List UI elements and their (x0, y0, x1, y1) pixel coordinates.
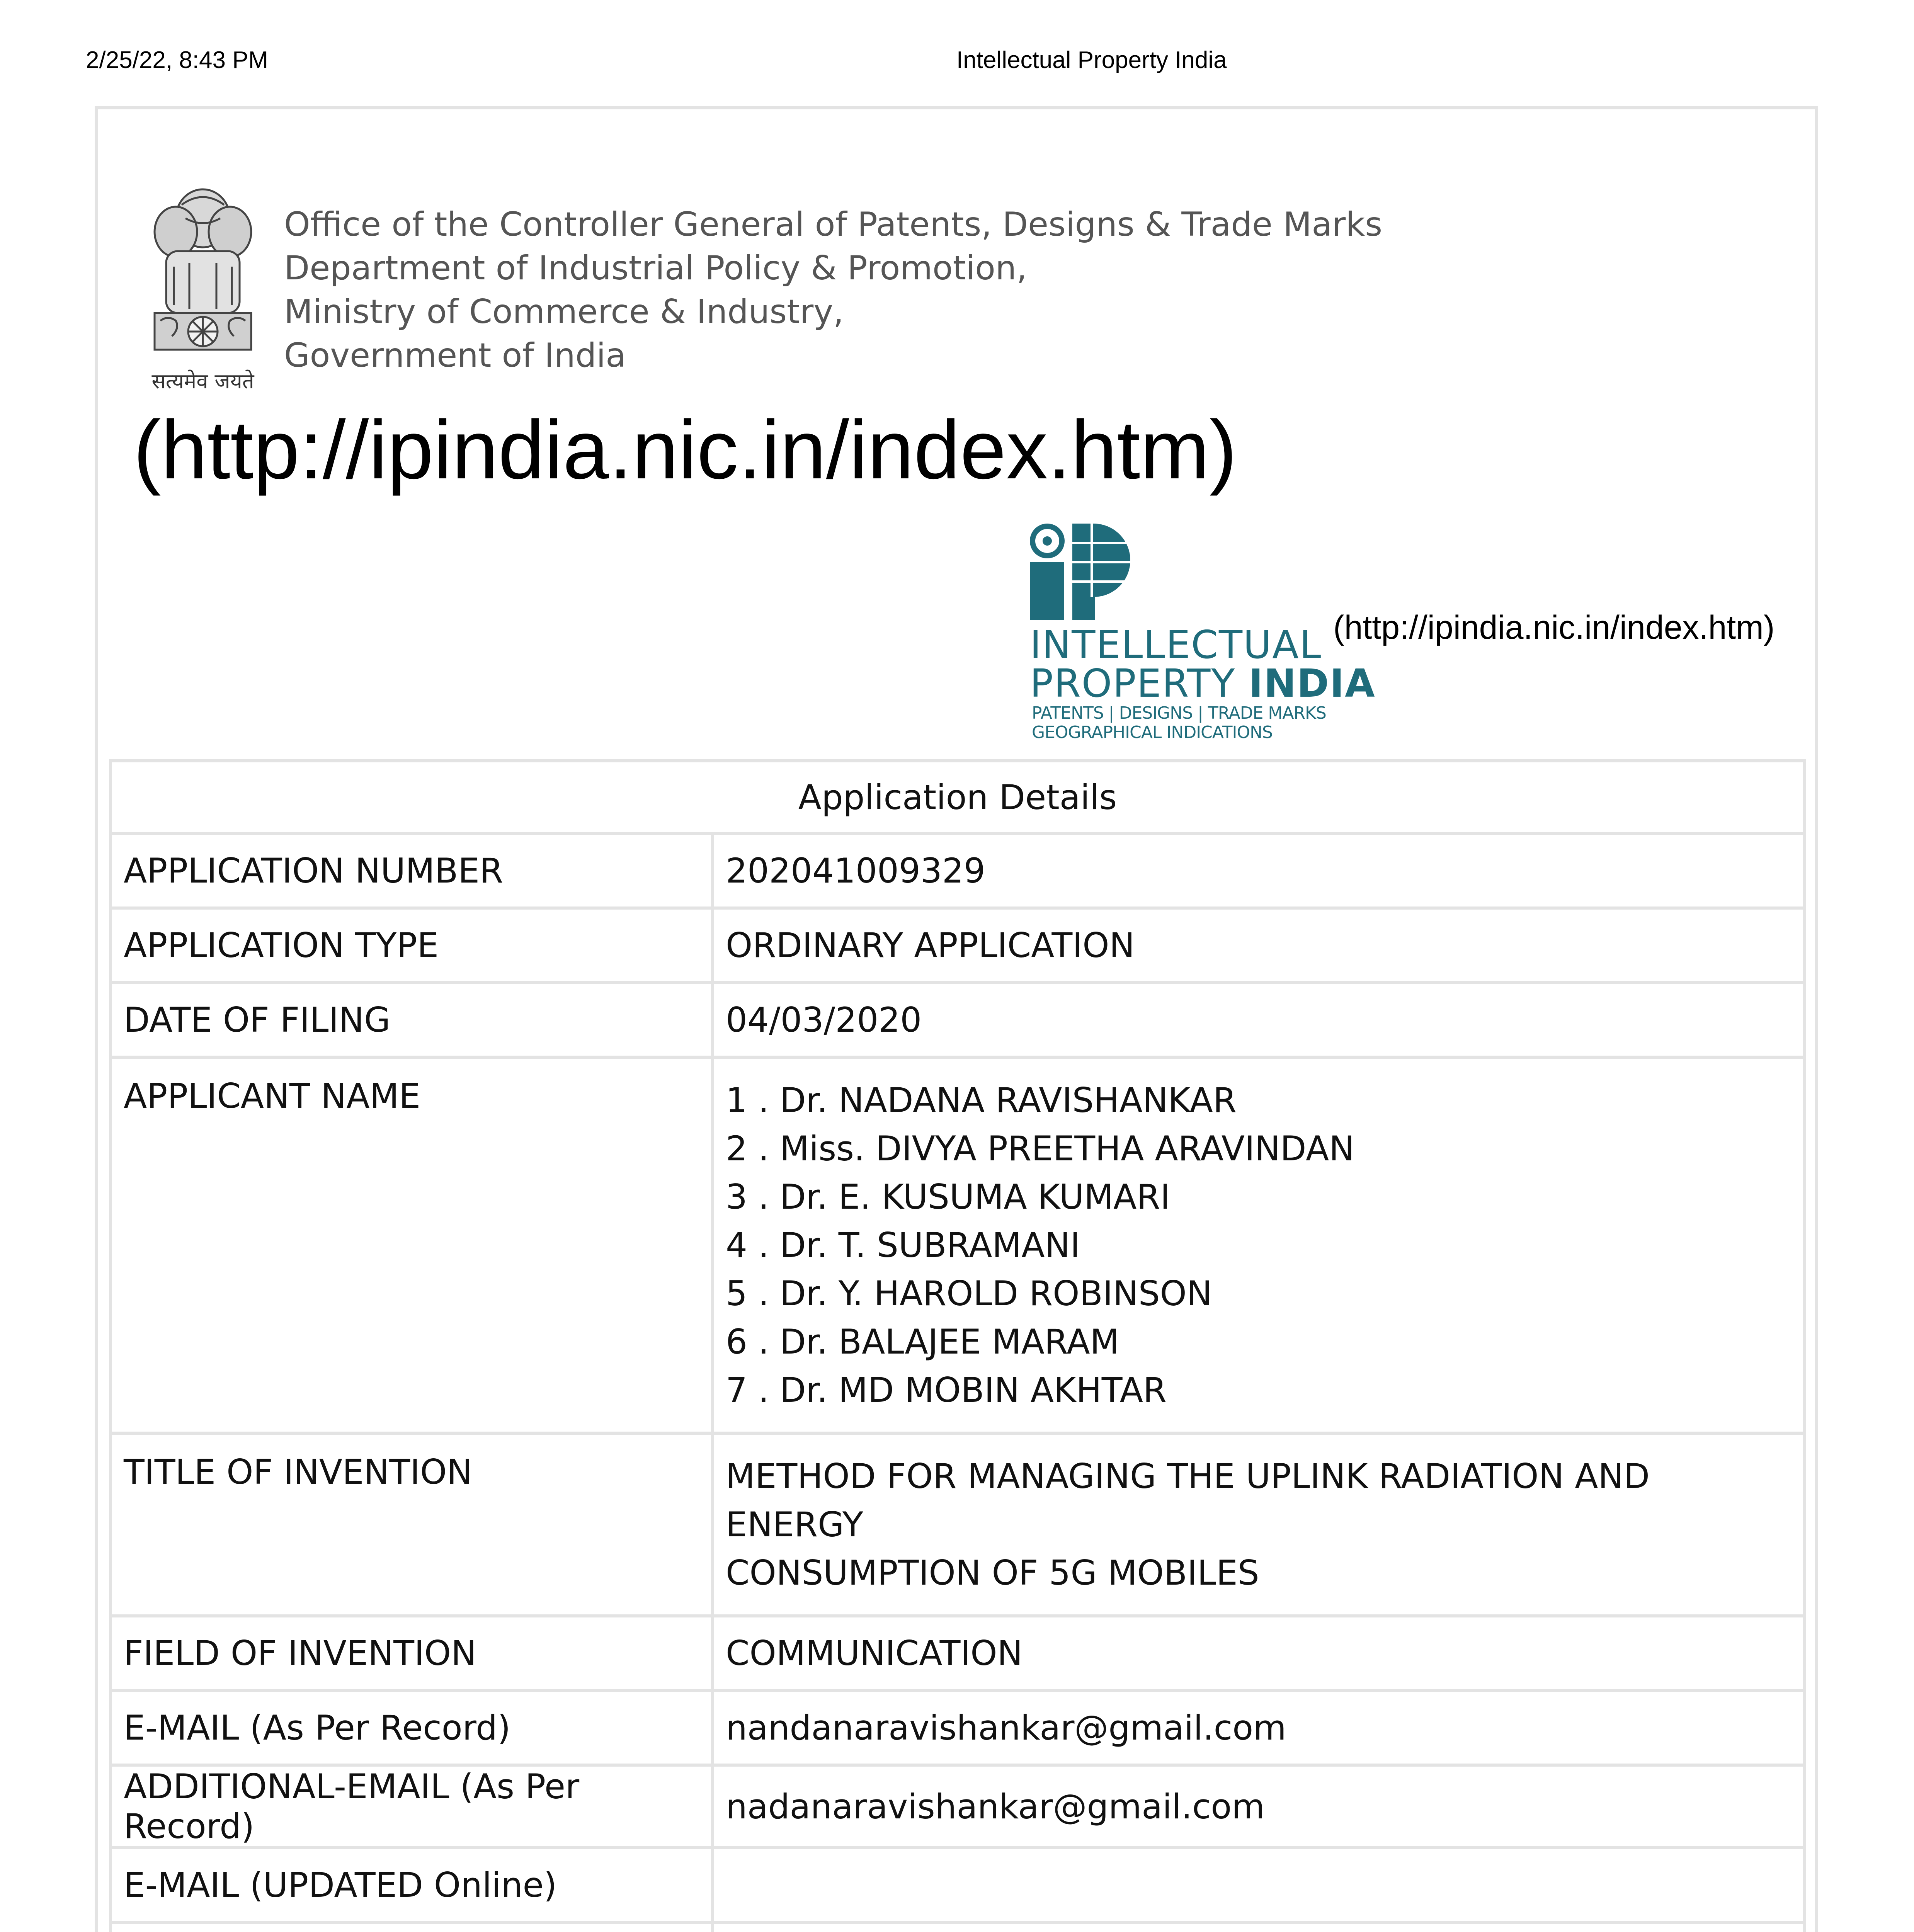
logo-subtext-gi: GEOGRAPHICAL INDICATIONS (1032, 723, 1273, 742)
national-emblem-icon (139, 182, 267, 398)
value-email-updated (713, 1848, 1805, 1922)
title-line-1: METHOD FOR MANAGING THE UPLINK RADIATION AND ENERGY (726, 1456, 1650, 1544)
table-row (111, 1057, 1805, 1433)
table-row (111, 983, 1805, 1057)
value-priority-date (713, 1922, 1805, 1932)
label-title-of-invention: TITLE OF INVENTION (111, 1433, 713, 1616)
home-link-large[interactable]: (http://ipindia.nic.in/index.htm) (133, 403, 1237, 496)
org-line-government: Government of India (284, 336, 626, 375)
label-additional-email: ADDITIONAL-EMAIL (As Per Record) (111, 1765, 713, 1848)
table-row (111, 908, 1805, 983)
emblem-motto: सत्यमेव जयते (151, 369, 254, 393)
value-field-of-invention: COMMUNICATION (713, 1616, 1805, 1690)
org-line-office: Office of the Controller General of Patents, Designs & Trade Marks (284, 205, 1383, 244)
applicant-item: 2 . Miss. DIVYA PREETHA ARAVINDAN (726, 1129, 1355, 1168)
label-application-number: APPLICATION NUMBER (111, 833, 713, 908)
applicant-item: 3 . Dr. E. KUSUMA KUMARI (726, 1177, 1171, 1217)
application-details-table (109, 759, 1806, 1932)
label-applicant-name: APPLICANT NAME (111, 1057, 713, 1433)
value-applicant-names (713, 1057, 1805, 1433)
label-email-updated: E-MAIL (UPDATED Online) (111, 1848, 713, 1922)
value-additional-email: nadanaravishankar@gmail.com (713, 1765, 1805, 1848)
applicant-item: 6 . Dr. BALAJEE MARAM (726, 1322, 1119, 1362)
print-datetime: 2/25/22, 8:43 PM (86, 47, 269, 73)
value-date-of-filing: 04/03/2020 (713, 983, 1805, 1057)
applicant-item: 1 . Dr. NADANA RAVISHANKAR (726, 1080, 1237, 1120)
table-row (111, 1922, 1805, 1932)
applicant-item: 4 . Dr. T. SUBRAMANI (726, 1225, 1080, 1265)
label-date-of-filing: DATE OF FILING (111, 983, 713, 1057)
application-details-caption: Application Details (111, 761, 1805, 833)
label-field-of-invention: FIELD OF INVENTION (111, 1616, 713, 1690)
value-application-number: 202041009329 (713, 833, 1805, 908)
table-row (111, 1690, 1805, 1765)
label-email-record: E-MAIL (As Per Record) (111, 1690, 713, 1765)
label-application-type: APPLICATION TYPE (111, 908, 713, 983)
org-lines (284, 203, 1382, 378)
value-application-type: ORDINARY APPLICATION (713, 908, 1805, 983)
home-link-small[interactable]: (http://ipindia.nic.in/index.htm) (1333, 609, 1775, 646)
applicant-item: 7 . Dr. MD MOBIN AKHTAR (726, 1370, 1167, 1410)
org-line-department: Department of Industrial Policy & Promotion, (284, 249, 1027, 287)
logo-text-intellectual: INTELLECTUAL (1030, 622, 1322, 667)
applicant-item: 5 . Dr. Y. HAROLD ROBINSON (726, 1274, 1212, 1313)
table-row (111, 1433, 1805, 1616)
value-email-record: nandanaravishankar@gmail.com (713, 1690, 1805, 1765)
table-row (111, 1848, 1805, 1922)
table-row (111, 1765, 1805, 1848)
logo-text-property-india: PROPERTY INDIA (1030, 661, 1376, 706)
table-row (111, 1616, 1805, 1690)
table-row (111, 833, 1805, 908)
label-priority-date (111, 1922, 713, 1932)
logo-subtext-patents: PATENTS | DESIGNS | TRADE MARKS (1032, 703, 1326, 723)
print-page-title: Intellectual Property India (956, 47, 1227, 73)
title-line-2: CONSUMPTION OF 5G MOBILES (726, 1553, 1259, 1593)
org-line-ministry: Ministry of Commerce & Industry, (284, 293, 844, 331)
value-title-of-invention (713, 1433, 1805, 1616)
